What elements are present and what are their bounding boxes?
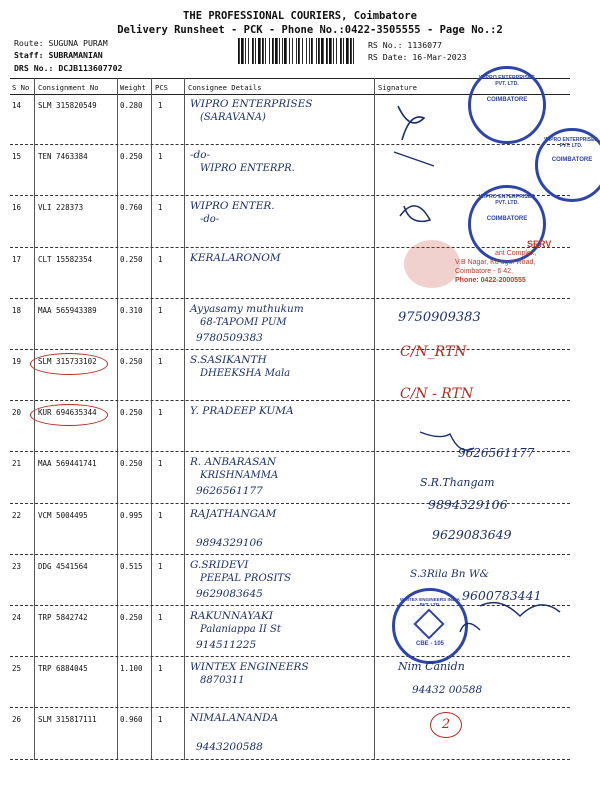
col-signature: Signature bbox=[378, 83, 417, 92]
rs-number: RS No.: 1136077 bbox=[368, 40, 442, 50]
row-consignment-no: SLM 315733102 bbox=[38, 357, 97, 366]
row-consignee-line1: RAJATHANGAM bbox=[190, 507, 277, 520]
signature-22-name: S.R.Thangam bbox=[420, 476, 495, 489]
row-sno: 20 bbox=[12, 408, 22, 418]
row-consignee-line3: 9443200588 bbox=[196, 741, 263, 754]
row-sno: 24 bbox=[12, 613, 22, 622]
barcode-bar bbox=[340, 38, 342, 64]
barcode-bar bbox=[272, 38, 274, 64]
row-weight: 0.310 bbox=[120, 305, 143, 315]
barcode-bar bbox=[289, 38, 290, 64]
barcode-bar bbox=[238, 38, 240, 64]
row-pcs: 1 bbox=[158, 613, 163, 622]
row-consignment-no: KUR 694635344 bbox=[38, 408, 97, 418]
row-sno: 15 bbox=[12, 152, 22, 162]
barcode-bar bbox=[318, 38, 320, 64]
row-consignee-line1: Y. PRADEEP KUMA bbox=[190, 405, 294, 418]
row-consignment-no: MAA 569441741 bbox=[38, 459, 97, 469]
barcode-bar bbox=[282, 38, 283, 64]
row-consignment-no: TRP 6884045 bbox=[38, 664, 88, 674]
row-sno: 25 bbox=[12, 664, 22, 674]
barcode-bar bbox=[241, 38, 244, 64]
row-weight: 1.100 bbox=[120, 664, 143, 674]
col-sno: S No bbox=[12, 83, 30, 92]
barcode-bar bbox=[284, 38, 287, 64]
barcode-bar bbox=[302, 38, 303, 64]
barcode bbox=[238, 38, 358, 64]
row-consignee-line1: NIMALANANDA bbox=[190, 712, 279, 725]
signature-26-name: Nim Canidn bbox=[398, 660, 465, 673]
drs-line bbox=[14, 63, 122, 73]
row-pcs: 1 bbox=[158, 101, 163, 110]
barcode-bar bbox=[275, 38, 278, 64]
row-consignee-line3: 9780509383 bbox=[196, 331, 263, 344]
row-pcs: 1 bbox=[158, 510, 163, 520]
barcode-bar bbox=[350, 38, 352, 64]
barcode-bar bbox=[252, 38, 254, 64]
row-consignee-line3: 9894329106 bbox=[196, 536, 263, 549]
row-weight: 0.760 bbox=[120, 203, 143, 213]
row-consignee-line3: 9629083645 bbox=[196, 587, 263, 600]
row-consignee-line2: KRISHNAMMA bbox=[200, 470, 279, 482]
barcode-bar bbox=[353, 38, 354, 64]
col-weight: Weight bbox=[120, 83, 146, 92]
row-sno: 14 bbox=[12, 101, 22, 110]
row-consignee-line2: WIPRO ENTERPR. bbox=[200, 163, 295, 175]
row-consignment-no: MAA 565943389 bbox=[38, 305, 97, 315]
row-weight: 0.995 bbox=[120, 510, 143, 520]
signature-scribbles bbox=[380, 96, 600, 736]
row-pcs: 1 bbox=[158, 715, 163, 725]
row-separator bbox=[10, 759, 570, 760]
barcode-bar bbox=[258, 38, 261, 64]
barcode-bar bbox=[292, 38, 293, 64]
row-weight: 0.250 bbox=[120, 613, 143, 622]
col-consignment: Consignment No bbox=[38, 83, 99, 92]
row-pcs: 1 bbox=[158, 254, 163, 264]
row-consignment-no: TEN 7463384 bbox=[38, 152, 88, 162]
row-consignee-line1: G.SRIDEVI bbox=[190, 558, 249, 571]
row-consignee-line1: RAKUNNAYAKI bbox=[190, 610, 274, 622]
barcode-bar bbox=[269, 38, 270, 64]
row-weight: 0.960 bbox=[120, 715, 143, 725]
row-consignment-no: CLT 15582354 bbox=[38, 254, 93, 264]
row-consignee-line3: 9626561177 bbox=[196, 485, 263, 498]
rs-date: RS Date: 16-Mar-2023 bbox=[368, 52, 467, 62]
barcode-bar bbox=[255, 38, 256, 64]
staff-value: SUBRAMANIAN bbox=[48, 50, 103, 60]
kerala-stamp: SERV ant Complex, V.B Nagar, Ko ugur Road, Coimbatore - 6 42, Phone: 0422-2000555 bbox=[455, 239, 552, 284]
col-pcs: PCS bbox=[155, 83, 168, 92]
drs-label: DRS No.: bbox=[14, 63, 54, 73]
row-sno: 22 bbox=[12, 510, 22, 520]
barcode-bar bbox=[321, 38, 324, 64]
row-consignee-line2: Palaniappa II St bbox=[200, 624, 281, 635]
row-pcs: 1 bbox=[158, 664, 163, 674]
signature-18: 9750909383 bbox=[398, 310, 481, 325]
row-pcs: 1 bbox=[158, 408, 163, 418]
row-weight: 0.250 bbox=[120, 459, 143, 469]
signature-24-phone: 9600783441 bbox=[462, 588, 542, 603]
row-consignee-line2: (SARAVANA) bbox=[200, 112, 266, 123]
row-consignee-line3: 914511225 bbox=[196, 639, 257, 651]
wintex-stamp: WINTEX ENGINEERS INDIA PVT. LTD. CBE - 105 bbox=[392, 588, 468, 664]
signature-19: C/N_RTN bbox=[400, 344, 467, 360]
red-highlight-circle bbox=[30, 353, 108, 375]
row-pcs: 1 bbox=[158, 203, 163, 213]
row-consignment-no: VCM 5004495 bbox=[38, 510, 88, 520]
signature-21: 9626561177 bbox=[458, 446, 535, 460]
row-consignment-no: TRP 5842742 bbox=[38, 613, 88, 622]
row-weight: 0.250 bbox=[120, 408, 143, 418]
row-sno: 23 bbox=[12, 561, 22, 571]
page-number-circle: 2 bbox=[430, 712, 462, 738]
row-consignee-line1: WIPRO ENTER. bbox=[190, 200, 275, 213]
barcode-bar bbox=[298, 38, 300, 64]
barcode-bar bbox=[346, 38, 349, 64]
row-consignment-no: SLM 315820549 bbox=[38, 101, 97, 110]
row-pcs: 1 bbox=[158, 152, 163, 162]
row-sno: 18 bbox=[12, 305, 22, 315]
row-sno: 17 bbox=[12, 254, 22, 264]
signature-23: 9629083649 bbox=[432, 527, 512, 542]
row-consignee-line1: WINTEX ENGINEERS bbox=[190, 661, 309, 674]
row-weight: 0.250 bbox=[120, 357, 143, 366]
row-consignment-no: SLM 315817111 bbox=[38, 715, 97, 725]
runsheet-subtitle: Delivery Runsheet - PCK - Phone No.:0422-3505555 - Page No.:2 bbox=[117, 24, 503, 36]
barcode-bar bbox=[329, 38, 332, 64]
row-pcs: 1 bbox=[158, 305, 163, 315]
staff-line bbox=[14, 50, 103, 60]
barcode-bar bbox=[306, 38, 307, 64]
row-consignee-line1: KERALARONOM bbox=[190, 251, 281, 264]
row-weight: 0.280 bbox=[120, 101, 143, 110]
staff-label: Staff: bbox=[14, 50, 44, 60]
barcode-bar bbox=[343, 38, 344, 64]
row-sno: 21 bbox=[12, 459, 22, 469]
row-consignee-line1: S.SASIKANTH bbox=[190, 354, 267, 366]
barcode-bar bbox=[333, 38, 334, 64]
row-consignment-no: DDG 4541564 bbox=[38, 561, 88, 571]
row-sno: 26 bbox=[12, 715, 22, 725]
row-consignee-line2: 68-TAPOMI PUM bbox=[200, 316, 287, 328]
runsheet-title: THE PROFESSIONAL COURIERS, Coimbatore bbox=[183, 10, 417, 22]
barcode-bar bbox=[309, 38, 310, 64]
signature-20: C/N - RTN bbox=[400, 386, 474, 402]
barcode-bar bbox=[279, 38, 280, 64]
route-value: SUGUNA PURAM bbox=[48, 38, 108, 48]
drs-value: DCJB113607702 bbox=[58, 63, 123, 73]
row-pcs: 1 bbox=[158, 459, 163, 469]
barcode-bar bbox=[336, 38, 337, 64]
row-consignee-line2: DHEEKSHA Mala bbox=[200, 368, 291, 379]
barcode-bar bbox=[265, 38, 266, 64]
row-consignee-line2: -do- bbox=[200, 214, 220, 226]
row-sno: 16 bbox=[12, 203, 22, 213]
row-consignee-line2: PEEPAL PROSITS bbox=[200, 572, 291, 584]
row-consignment-no: VLI 228373 bbox=[38, 203, 84, 213]
row-weight: 0.250 bbox=[120, 254, 143, 264]
col-consignee: Consignee Details bbox=[188, 83, 262, 92]
row-weight: 0.515 bbox=[120, 561, 143, 571]
barcode-bar bbox=[262, 38, 264, 64]
wipro-stamp-1: COIMBATORE WIPRO ENTERPRISES PVT. LTD. bbox=[468, 66, 546, 144]
wipro-stamp-2: COIMBATORE WIPRO ENTERPRISES PVT. LTD. bbox=[535, 128, 600, 202]
row-sno: 19 bbox=[12, 357, 22, 366]
route-label: Route: bbox=[14, 38, 44, 48]
barcode-bar bbox=[316, 38, 317, 64]
row-consignee-line1: R. ANBARASAN bbox=[190, 456, 277, 469]
barcode-bar bbox=[248, 38, 249, 64]
row-weight: 0.250 bbox=[120, 152, 143, 162]
signature-22-phone: 9894329106 bbox=[428, 497, 508, 512]
barcode-bar bbox=[326, 38, 328, 64]
row-pcs: 1 bbox=[158, 357, 163, 366]
barcode-bar bbox=[311, 38, 313, 64]
route-line bbox=[14, 38, 108, 48]
row-consignee-line2: 8870311 bbox=[200, 675, 245, 687]
row-pcs: 1 bbox=[158, 561, 163, 571]
row-consignee-line1: Ayyasamy muthukum bbox=[190, 302, 304, 315]
wipro-stamp-3: COIMBATORE WIPRO ENTERPRISES PVT. LTD. bbox=[468, 185, 546, 263]
signature-24-name: S.3Rila Bn W& bbox=[410, 568, 490, 580]
barcode-bar bbox=[245, 38, 246, 64]
row-consignee-line1: WIPRO ENTERPRISES bbox=[190, 98, 313, 110]
signature-26-phone: 94432 00588 bbox=[412, 684, 483, 696]
barcode-bar bbox=[296, 38, 297, 64]
row-consignee-line1: -do- bbox=[190, 149, 211, 162]
